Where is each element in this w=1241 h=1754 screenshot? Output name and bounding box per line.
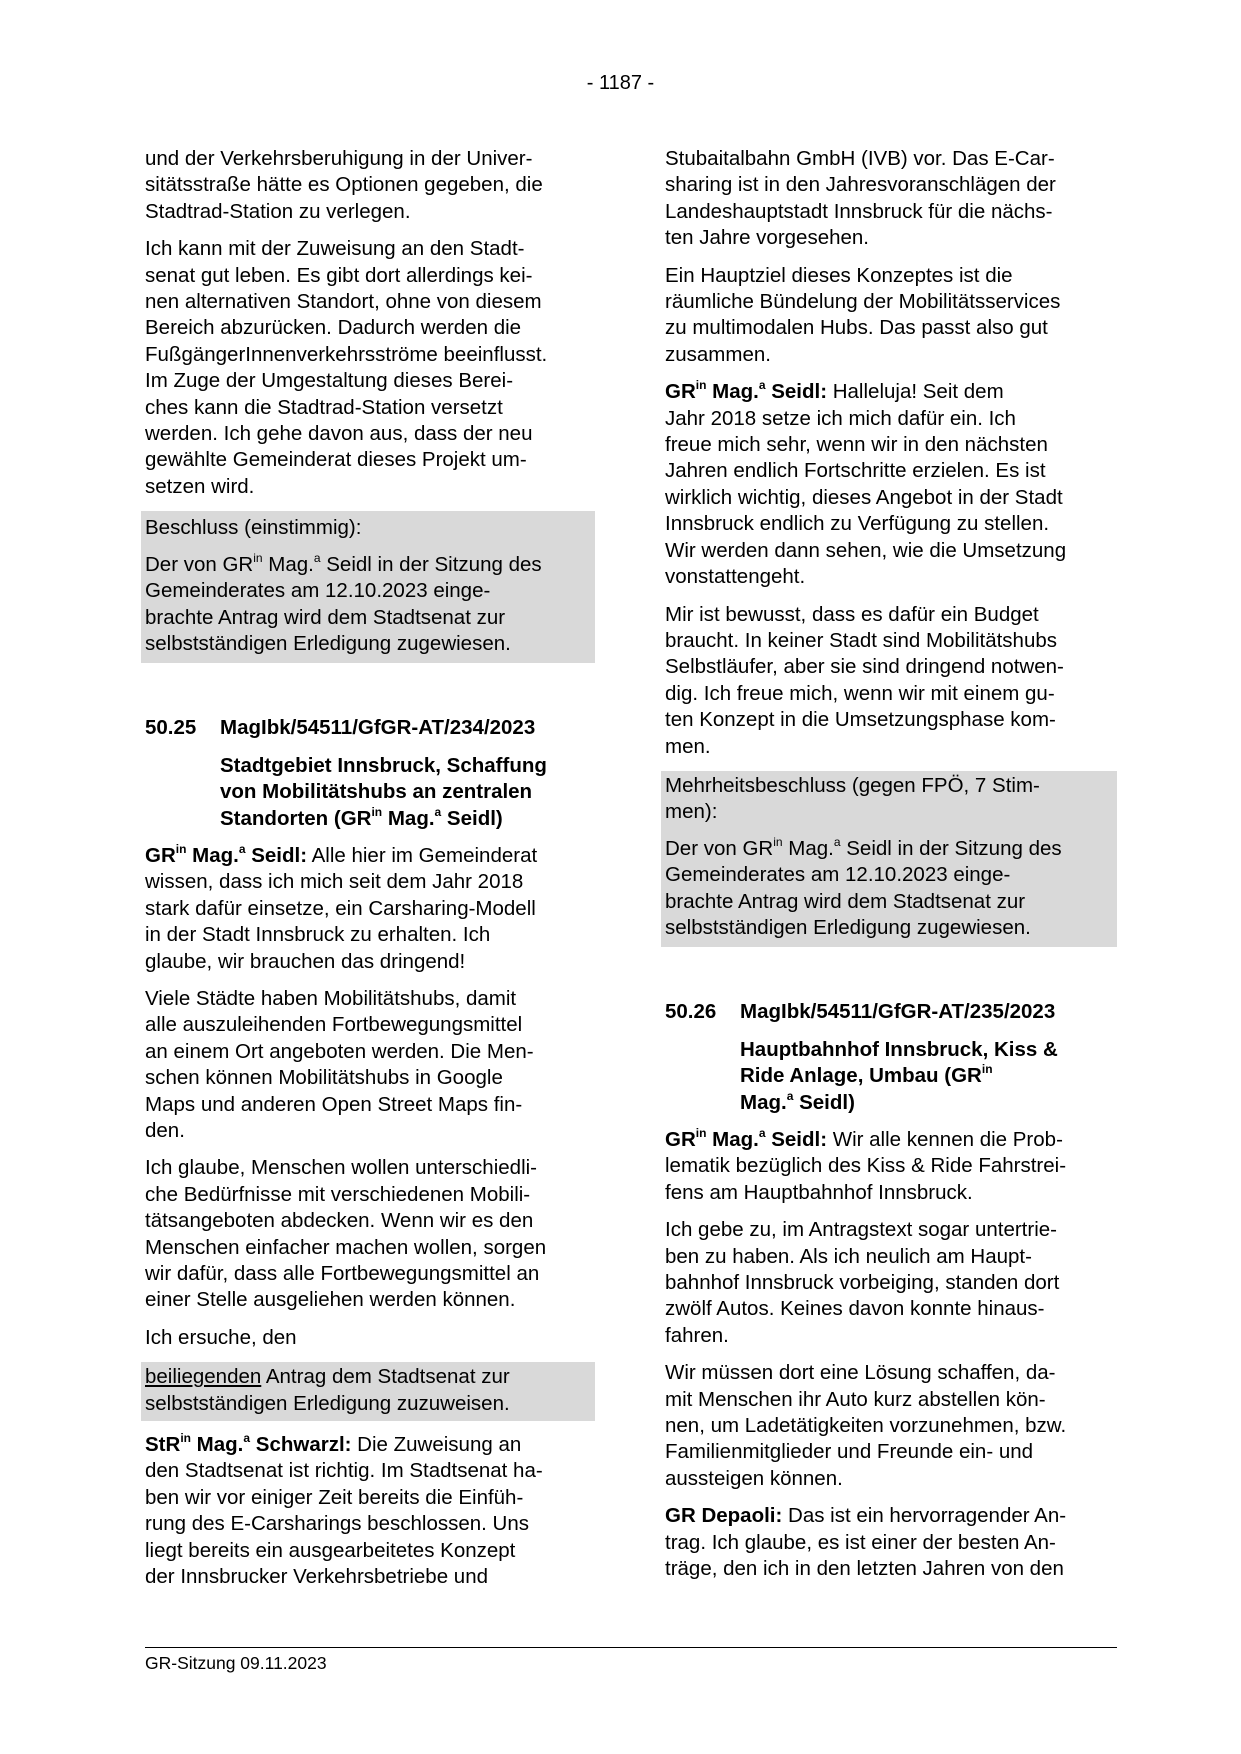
resolution-title: Mehrheitsbeschluss (gegen FPÖ, 7 Stim- men): [665, 773, 1040, 824]
paragraph: Ich gebe zu, im Antragstext sogar untertrie- ben zu haben. Als ich neulich am Haupt- bahnhof Innsbruck vorbeiging, standen dort zwölf Autos. Keines davon konnte hinaus- fahren. [665, 1218, 1060, 1347]
speaker-name: $GR^{in}$ Mag.$^a$ Seidl: [145, 842, 308, 867]
agenda-code: MagIbk/54511/GfGR-AT/235/2023 [740, 1000, 1056, 1024]
right-column [665, 146, 1117, 1594]
resolution-title: Beschluss (einstimmig): [145, 516, 362, 540]
paragraph: Ich ersuche, den [145, 1325, 297, 1349]
agenda-item-heading [665, 999, 1117, 1116]
agenda-item-heading [145, 715, 595, 832]
motion-box: beiliegenden Antrag dem Stadtsenat zur selbstständigen Erledigung zuzuweisen. [141, 1362, 595, 1421]
resolution-text: Der von $GR^{in}$ Mag.$^a$ Seidl in der Sitzung des Gemeinderates am 12.10.2023 einge- brachte Antrag wird dem Stadtsenat zur selbstständigen Erledigung zugewiesen. [665, 834, 1062, 939]
speaker-paragraph: $GR^{in}$ Mag.$^a$ Seidl: Wir alle kennen die Prob- lematik bezüglich des Kiss & Ride Fahrstrei- fens am Hauptbahnhof Innsbruck. [665, 1126, 1067, 1204]
paragraph: Ich kann mit der Zuweisung an den Stadt- senat gut leben. Es gibt dort allerdings kei- nen alternativen Standort, ohne von diesem Bereich abzurücken. Dadurch werden die FußgängerInnenverkehrsströme beeinflusst. Im Zuge der Umgestaltung dieses Berei- ches kann die Stadtrad-Station versetzt werden. Ich gehe davon aus, dass der neu gewählte Gemeinderat dieses Projekt um- setzen wird. [145, 237, 548, 498]
speaker-name: GR Depaoli: [665, 1504, 783, 1528]
paragraph: Stubaitalbahn GmbH (IVB) vor. Das E-Car- sharing ist in den Jahresvoranschlägen der Landeshauptstadt Innsbruck für die nächs- ten Jahre vorgesehen. [665, 147, 1056, 250]
agenda-title: Stadtgebiet Innsbruck, Schaffung von Mobilitätshubs an zentralen Standorten ($GR^{in}$ Mag.$^a$ Seidl) [220, 753, 547, 830]
speaker-name: StR$^{in}$ Mag.$^a$ Schwarzl: [145, 1431, 352, 1457]
agenda-number: 50.26 [665, 1000, 717, 1024]
paragraph: und der Verkehrsberuhigung in der Univer- sitätsstraße hätte es Optionen gegeben, die Stadtrad-Station zu verlegen. [145, 147, 543, 223]
resolution-box [141, 511, 595, 663]
paragraph: Ein Hauptziel dieses Konzeptes ist die räumliche Bündelung der Mobilitätsservices zu multimodalen Hubs. Das passt also gut zusammen. [665, 263, 1061, 366]
paragraph: Wir müssen dort eine Lösung schaffen, da- mit Menschen ihr Auto kurz abstellen kön- nen, um Ladetätigkeiten vorzunehmen, bzw. Familienmitglieder und Freunde ein- und aussteigen können. [665, 1361, 1067, 1490]
agenda-title: Hauptbahnhof Innsbruck, Kiss & Ride Anlage, Umbau ($GR^{in}$ Mag.$^a$ Seidl) [740, 1037, 1058, 1114]
agenda-code: MagIbk/54511/GfGR-AT/234/2023 [220, 716, 536, 740]
paragraph: Mir ist bewusst, dass es dafür ein Budget braucht. In keiner Stadt sind Mobilitätshubs Selbstläufer, aber sie sind dringend notwen- dig. Ich freue mich, wenn wir mit einem gu- ten Konzept in die Umsetzungsphase kom- men. [665, 602, 1064, 758]
footer-divider [145, 1647, 1117, 1648]
speaker-paragraph: $GR^{in}$ Mag.$^a$ Seidl: Halleluja! Seit dem Jahr 2018 setze ich mich dafür ein. Ich freue mich sehr, wenn wir in den nächsten Jahren endlich Fortschritte erzielen. Es ist wirklich wichtig, dieses Angebot in der Stadt Innsbruck endlich zu Verfügung zu stellen. Wir werden dann sehen, wie die Umsetzung vonstattengeht. [665, 378, 1067, 589]
page-number: - 1187 - [586, 72, 655, 94]
speaker-name: $GR^{in}$ Mag.$^a$ Seidl: [665, 1126, 828, 1151]
underlined-text: beiliegenden [145, 1365, 262, 1389]
speaker-name: $GR^{in}$ Mag.$^a$ Seidl: [665, 378, 828, 404]
left-column [145, 146, 595, 1602]
agenda-number: 50.25 [145, 716, 197, 740]
speaker-paragraph: GR Depaoli: Das ist ein hervorragender An- trag. Ich glaube, es ist einer der besten An- träge, den ich in den letzten Jahren von den [665, 1504, 1067, 1581]
speaker-paragraph: $GR^{in}$ Mag.$^a$ Seidl: Alle hier im Gemeinderat wissen, dass ich mich seit dem Jahr 2018 stark dafür einsetze, ein Carsharing-Modell in der Stadt Innsbruck zu erhalten. Ich glaube, wir brauchen das dringend! [145, 842, 538, 973]
footer-text: GR-Sitzung 09.11.2023 [145, 1653, 327, 1673]
resolution-box [661, 771, 1117, 947]
paragraph: Ich glaube, Menschen wollen unterschiedli- che Bedürfnisse mit verschiedenen Mobili- tätsangeboten abdecken. Wenn wir es den Menschen einfacher machen wollen, sorgen wir dafür, dass alle Fortbewegungsmittel an einer Stelle ausgeliehen werden können. [145, 1156, 547, 1312]
paragraph: Viele Städte haben Mobilitätshubs, damit alle auszuleihenden Fortbewegungsmittel an einem Ort angeboten werden. Die Men- schen können Mobilitätshubs in Google Maps und anderen Open Street Maps fin- den. [145, 986, 534, 1142]
speaker-paragraph: StR$^{in}$ Mag.$^a$ Schwarzl: Die Zuweisung an den Stadtsenat ist richtig. Im Stadtsenat ha- ben wir vor einiger Zeit bereits die Einfüh- rung des E-Carsharings beschlossen. Uns liegt bereits ein ausgearbeitetes Konzept der Innsbrucker Verkehrsbetriebe und [145, 1431, 543, 1589]
resolution-text: Der von $GR^{in}$ Mag.$^a$ Seidl in der Sitzung des Gemeinderates am 12.10.2023 einge- brachte Antrag wird dem Stadtsenat zur selbstständigen Erledigung zugewiesen. [145, 550, 542, 655]
